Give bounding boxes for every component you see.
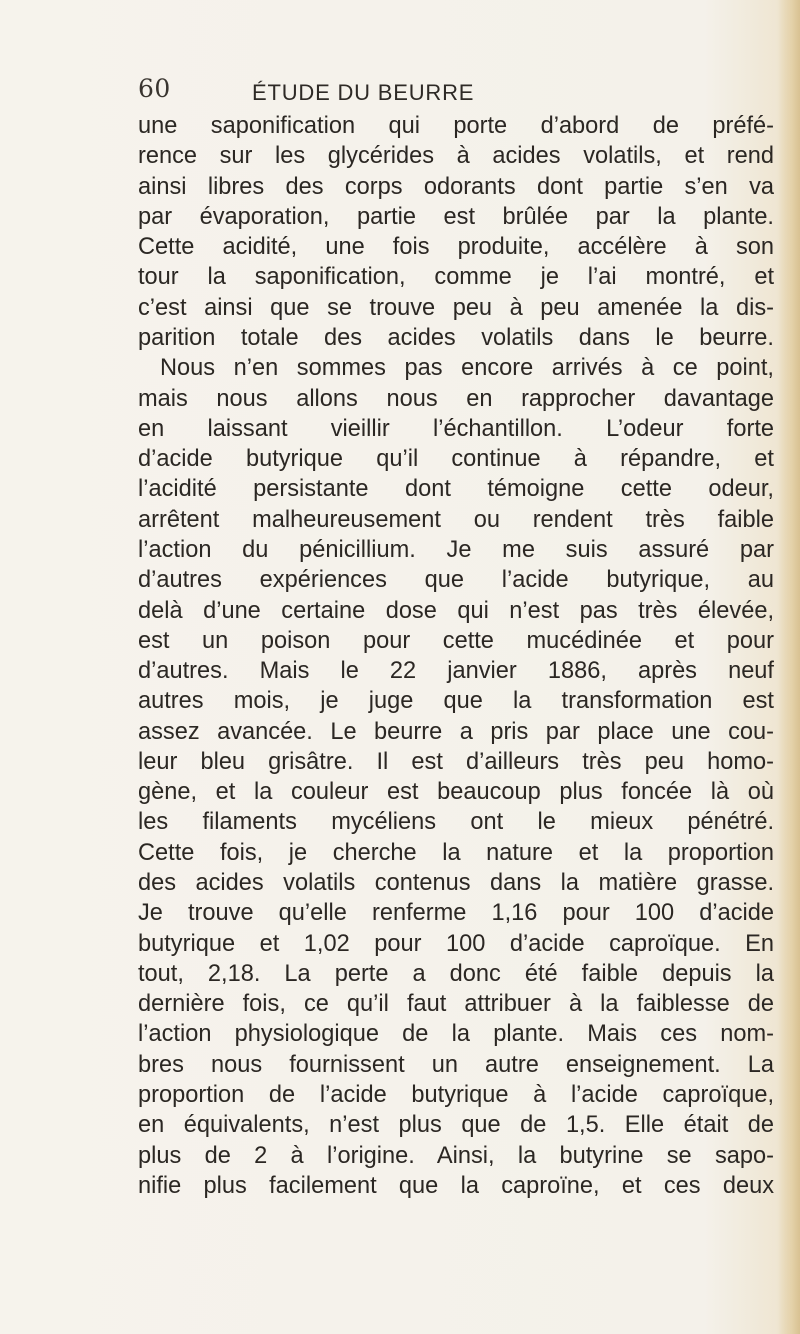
text-line: des acides volatils contenus dans la matière grasse. (138, 870, 774, 897)
text-line: tout, 2,18. La perte a donc été faible depuis la (138, 960, 774, 987)
text-line: Je trouve qu’elle renferme 1,16 pour 100 d’acide (138, 900, 774, 927)
text-line: c’est ainsi que se trouve peu à peu amenée la dis- (138, 294, 774, 321)
text-line: parition totale des acides volatils dans le beurre. (138, 324, 774, 351)
text-line: d’acide butyrique qu’il continue à répandre, et (138, 446, 774, 473)
text-line: est un poison pour cette mucédinée et pour (138, 627, 774, 654)
text-line: nifie plus facilement que la caproïne, et ces deux (138, 1172, 774, 1199)
text-line: l’action du pénicillium. Je me suis assuré par (138, 536, 774, 563)
text-line: en équivalents, n’est plus que de 1,5. Elle était de (138, 1112, 774, 1139)
page-edge-shading (778, 0, 800, 1334)
text-line: plus de 2 à l’origine. Ainsi, la butyrine se sapo- (138, 1142, 774, 1169)
text-line: mais nous allons nous en rapprocher davantage (138, 385, 774, 412)
text-line: bres nous fournissent un autre enseignement. La (138, 1051, 774, 1078)
text-line: gène, et la couleur est beaucoup plus foncée là où (138, 779, 774, 806)
body-text (138, 111, 774, 1201)
text-line-paragraph-start: Nous n’en sommes pas encore arrivés à ce point, (160, 355, 774, 382)
text-line: les filaments mycéliens ont le mieux pénétré. (138, 809, 774, 836)
text-line: butyrique et 1,02 pour 100 d’acide caproïque. En (138, 930, 774, 957)
text-line: l’action physiologique de la plante. Mais ces nom- (138, 1021, 774, 1048)
text-line: rence sur les glycérides à acides volatils, et rend (138, 143, 774, 170)
text-line: leur bleu grisâtre. Il est d’ailleurs très peu homo- (138, 748, 774, 775)
text-line: delà d’une certaine dose qui n’est pas très élevée, (138, 597, 774, 624)
text-line: autres mois, je juge que la transformation est (138, 688, 774, 715)
text-line: Cette fois, je cherche la nature et la proportion (138, 839, 774, 866)
text-line: par évaporation, partie est brûlée par la plante. (138, 203, 774, 230)
text-line: assez avancée. Le beurre a pris par place une cou- (138, 718, 774, 745)
running-title: ÉTUDE DU BEURRE (252, 80, 475, 105)
text-line: tour la saponification, comme je l’ai montré, et (138, 264, 774, 291)
text-line: une saponification qui porte d’abord de préfé- (138, 113, 774, 139)
text-line: proportion de l’acide butyrique à l’acide caproïque, (138, 1082, 774, 1108)
text-line: dernière fois, ce qu’il faut attribuer à la faiblesse de (138, 991, 774, 1018)
text-line: d’autres. Mais le 22 janvier 1886, après neuf (138, 658, 774, 685)
text-line: ainsi libres des corps odorants dont partie s’en va (138, 173, 774, 200)
text-line: Cette acidité, une fois produite, accélère à son (138, 234, 774, 261)
text-line: d’autres expériences que l’acide butyrique, au (138, 567, 774, 594)
text-line: l’acidité persistante dont témoigne cette odeur, (138, 476, 774, 503)
text-line: arrêtent malheureusement ou rendent très faible (138, 506, 774, 533)
text-line: en laissant vieillir l’échantillon. L’odeur forte (138, 415, 774, 442)
page-number: 60 (138, 74, 171, 103)
